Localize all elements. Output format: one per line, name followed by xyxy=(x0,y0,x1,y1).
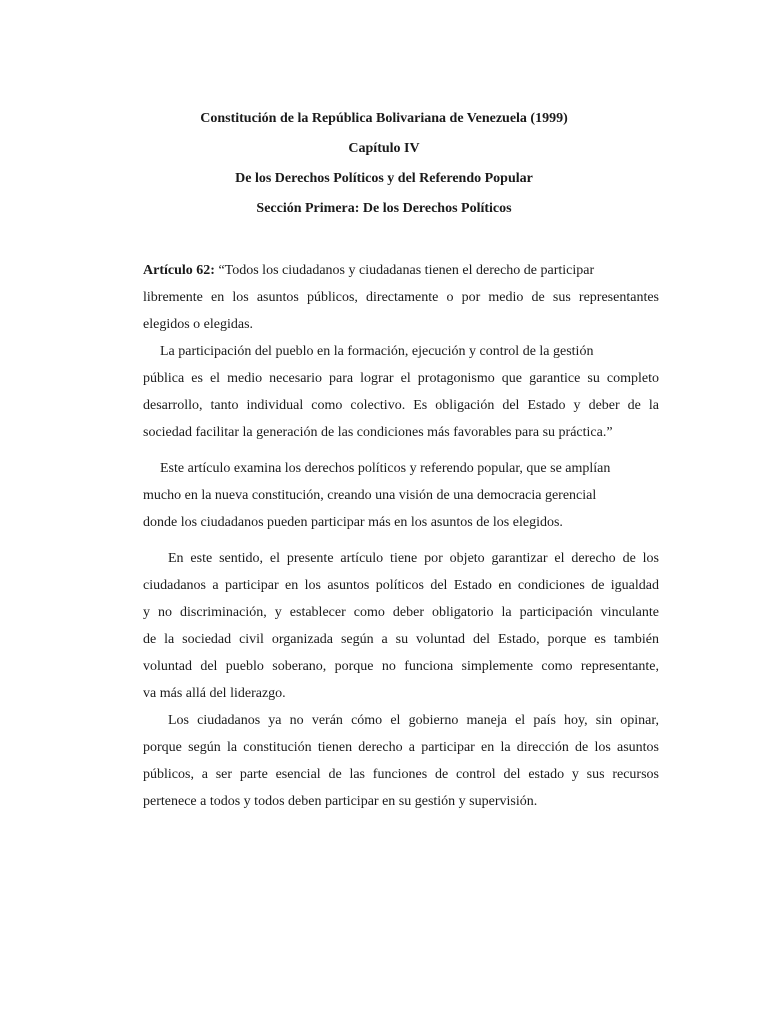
paragraph-line: de la sociedad civil organizada según a su voluntad del Estado, porque es también xyxy=(143,632,659,647)
paragraph-line: En este sentido, el presente artículo tiene por objeto garantizar el derecho de los xyxy=(168,551,659,566)
article-line: pública es el medio necesario para lograr el protagonismo que garantice su completo xyxy=(143,371,659,386)
article-line: elegidos o elegidas. xyxy=(143,317,254,332)
paragraph-line: porque según la constitución tienen derecho a participar en la dirección de los asuntos xyxy=(143,740,659,755)
paragraph-line: mucho en la nueva constitución, creando una visión de una democracia gerencial xyxy=(143,488,597,503)
paragraph-line: y no discriminación, y establecer como deber obligatorio la participación vinculante xyxy=(143,605,659,620)
chapter-subtitle: De los Derechos Políticos y del Referendo Popular xyxy=(235,171,533,186)
paragraph-line: voluntad del pueblo soberano, porque no funciona simplemente como representante, xyxy=(143,659,659,674)
paragraph-line: ciudadanos a participar en los asuntos políticos del Estado en condiciones de igualdad xyxy=(143,578,659,593)
section-heading: Sección Primera: De los Derechos Políticos xyxy=(256,201,512,216)
article-line: desarrollo, tanto individual como colectivo. Es obligación del Estado y deber de la xyxy=(143,398,659,413)
paragraph-line: Este artículo examina los derechos políticos y referendo popular, que se amplían xyxy=(160,461,611,476)
paragraph-line: va más allá del liderazgo. xyxy=(143,686,286,701)
article-label: Artículo 62: xyxy=(143,263,215,278)
article-line: “Todos los ciudadanos y ciudadanas tienen el derecho de participar xyxy=(214,263,595,278)
paragraph-line: públicos, a ser parte esencial de las funciones de control del estado y sus recursos xyxy=(143,767,659,782)
paragraph-line: donde los ciudadanos pueden participar más en los asuntos de los elegidos. xyxy=(143,515,563,530)
chapter-heading: Capítulo IV xyxy=(348,141,420,156)
article-first-line xyxy=(143,261,594,281)
paragraph-line: Los ciudadanos ya no verán cómo el gobierno maneja el país hoy, sin opinar, xyxy=(168,713,659,728)
article-line: La participación del pueblo en la formación, ejecución y control de la gestión xyxy=(160,344,594,359)
paragraph-line: pertenece a todos y todos deben participar en su gestión y supervisión. xyxy=(143,794,538,809)
article-line: libremente en los asuntos públicos, directamente o por medio de sus representantes xyxy=(143,290,659,305)
document-title: Constitución de la República Bolivariana de Venezuela (1999) xyxy=(200,111,568,126)
article-line: sociedad facilitar la generación de las condiciones más favorables para su práctica.” xyxy=(143,425,613,440)
